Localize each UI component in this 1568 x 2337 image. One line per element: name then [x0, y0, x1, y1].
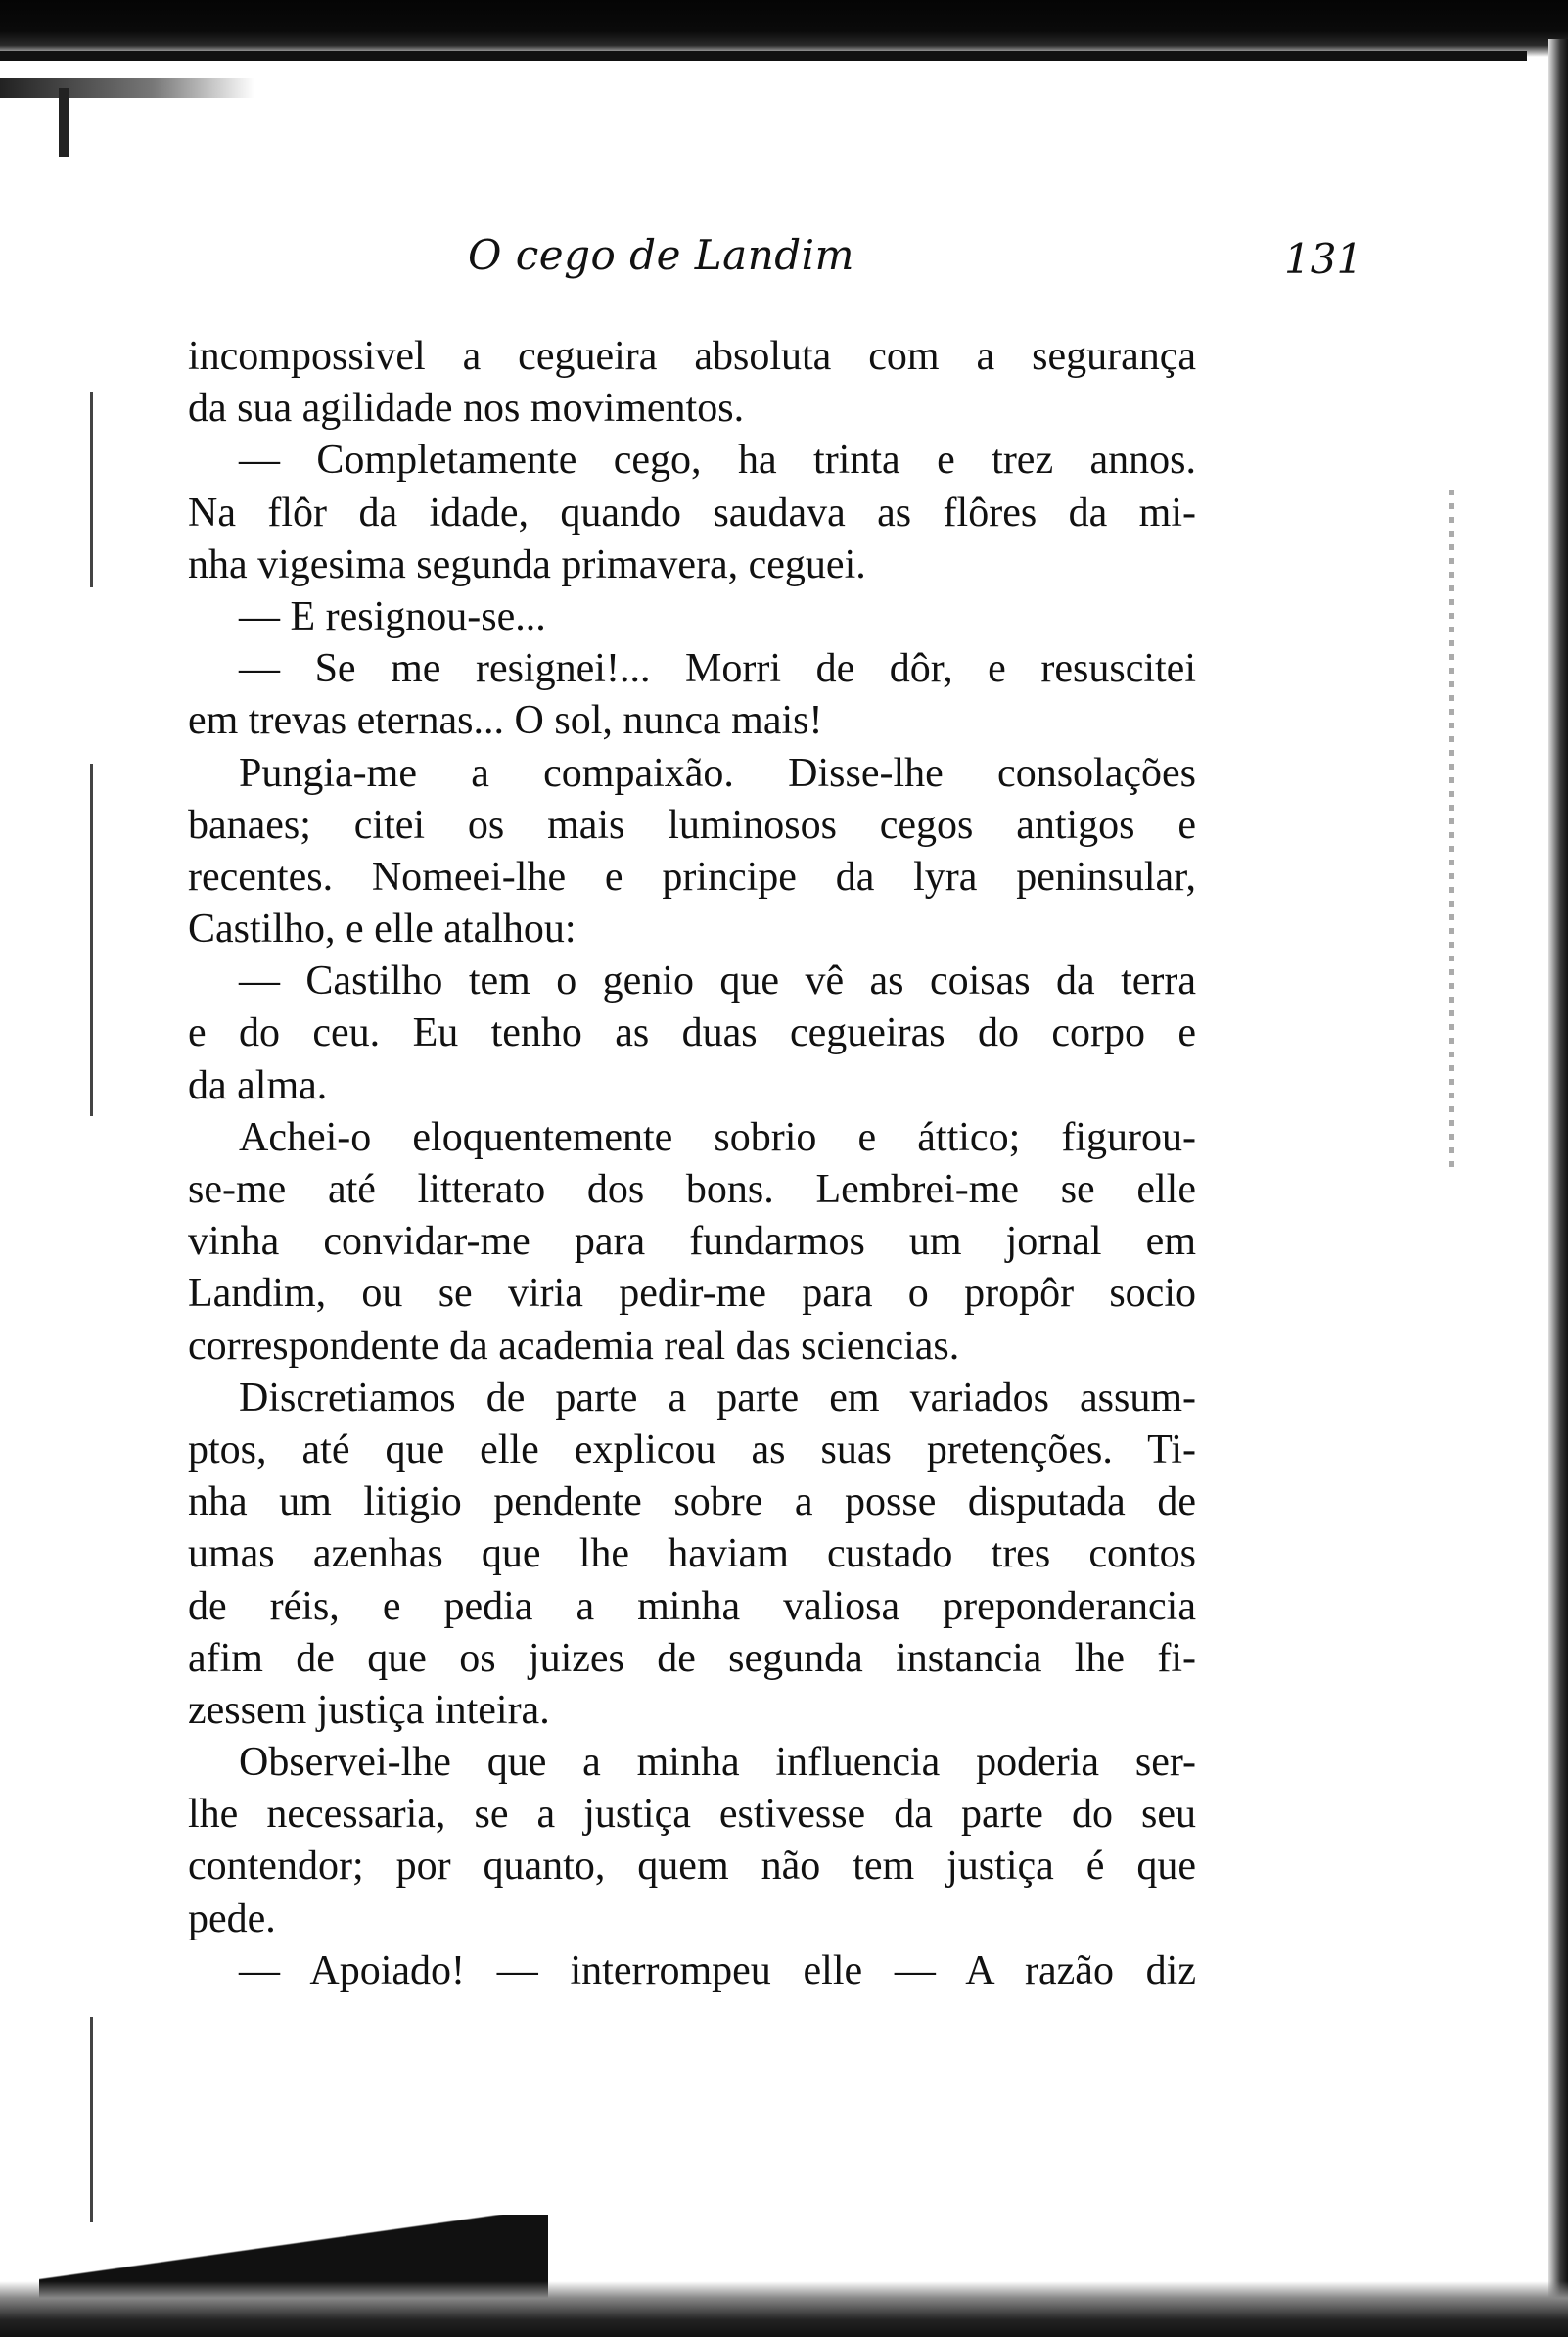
- scan-left-tick: [59, 88, 69, 157]
- text-line: — Apoiado! — interrompeu elle — A razão diz: [239, 1947, 1196, 1993]
- paragraph: [188, 1373, 1196, 1737]
- scan-top-rule: [0, 51, 1527, 61]
- text-line: Achei-o eloquentemente sobrio e áttico; figurou-: [239, 1114, 1196, 1160]
- text-line: vinha convidar-me para fundarmos um jornal em: [188, 1219, 1196, 1265]
- text-line: Castilho, e elle atalhou:: [188, 907, 576, 953]
- text-line: — Castilho tem o genio que vê as coisas da terra: [239, 958, 1196, 1005]
- scan-top-smear: [0, 78, 254, 98]
- text-line: contendor; por quanto, quem não tem justiça é que: [188, 1844, 1196, 1890]
- text-line: e do ceu. Eu tenho as duas cegueiras do corpo e: [188, 1010, 1196, 1056]
- scan-top-border: [0, 0, 1568, 57]
- text-line: Landim, ou se viria pedir-me para o propôr socio: [188, 1271, 1196, 1317]
- paragraph: [188, 1945, 1196, 1997]
- text-line: umas azenhas que lhe haviam custado tres contos: [188, 1531, 1196, 1577]
- scan-left-mark: [90, 392, 93, 587]
- text-line: nha vigesima segunda primavera, ceguei.: [188, 541, 866, 587]
- text-line: — Completamente cego, ha trinta e trez annos.: [239, 438, 1196, 484]
- text-line: da sua agilidade nos movimentos.: [188, 386, 745, 432]
- scan-right-edge: [1548, 39, 1568, 2337]
- scan-left-mark: [90, 764, 93, 1116]
- text-line: Observei-lhe que a minha influencia poderia ser-: [239, 1740, 1196, 1786]
- paragraph: [188, 748, 1196, 957]
- text-line: se-me até litterato dos bons. Lembrei-me se elle: [188, 1167, 1196, 1212]
- scan-bottom-border: [0, 2281, 1568, 2337]
- text-line: zessem justiça inteira.: [188, 1687, 550, 1733]
- text-line: correspondente da academia real das sciencias.: [188, 1323, 960, 1369]
- text-line: ptos, até que elle explicou as suas pretenções. Ti-: [188, 1426, 1196, 1472]
- text-line: de réis, e pedia a minha valiosa preponderancia: [188, 1583, 1196, 1629]
- body-text: [188, 331, 1196, 1997]
- paragraph: [188, 435, 1196, 591]
- text-line: Pungia-me a compaixão. Disse-lhe consolações: [239, 750, 1196, 796]
- text-line: em trevas eternas... O sol, nunca mais!: [188, 698, 823, 744]
- text-line: banaes; citei os mais luminosos cegos antigos e: [188, 802, 1196, 848]
- text-line: — Se me resignei!... Morri de dôr, e resuscitei: [239, 646, 1196, 692]
- page-header: [0, 231, 1568, 300]
- paragraph: [188, 956, 1196, 1112]
- scan-left-mark: [90, 2017, 93, 2222]
- text-line: afim de que os juizes de segunda instancia lhe fi-: [188, 1635, 1196, 1681]
- text-line: — E resignou-se...: [239, 593, 546, 639]
- paragraph: [188, 1737, 1196, 1945]
- text-line: Discretiamos de parte a parte em variados assum-: [239, 1375, 1196, 1421]
- paragraph: [188, 591, 1196, 643]
- paragraph: [188, 1112, 1196, 1373]
- text-line: da alma.: [188, 1062, 328, 1108]
- text-line: pede.: [188, 1895, 276, 1941]
- scan-right-texture: [1449, 490, 1454, 1175]
- text-line: nha um litigio pendente sobre a posse disputada de: [188, 1479, 1196, 1525]
- text-line: Na flôr da idade, quando saudava as flôres da mi-: [188, 490, 1196, 536]
- text-line: lhe necessaria, se a justiça estivesse da parte do seu: [188, 1792, 1196, 1838]
- page-number: 131: [1284, 235, 1363, 283]
- text-line: incompossivel a cegueira absoluta com a segurança: [188, 334, 1196, 379]
- paragraph: [188, 331, 1196, 435]
- running-title: O cego de Landim: [468, 231, 854, 279]
- paragraph: [188, 643, 1196, 747]
- text-line: recentes. Nomeei-lhe e principe da lyra peninsular,: [188, 854, 1196, 900]
